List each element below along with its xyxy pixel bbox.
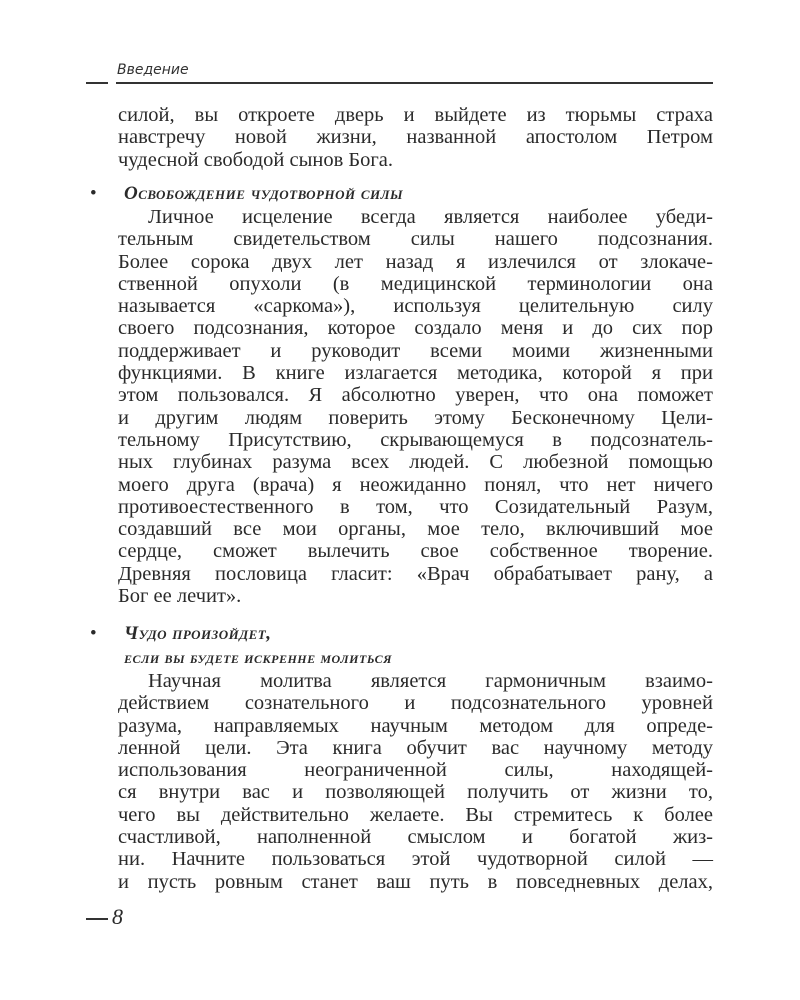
text-line: использования неограниченной силы, находящей- — [118, 759, 713, 782]
text-line: Древняя пословица гласит: «Врач обрабатывает рану, а — [118, 562, 713, 585]
text-line: функциями. В книге излагается методика, которой я при — [118, 362, 713, 385]
section-heading — [90, 182, 713, 206]
text-line: этом пользовался. Я абсолютно уверен, что она поможет — [118, 384, 713, 407]
section-heading-line: Освобождение чудотворной силы — [124, 183, 404, 204]
text-line: называется «саркома»), используя целительную силу — [118, 295, 713, 318]
text-line: ных глубинах разума всех людей. С любезной помощью — [118, 451, 713, 474]
bullet-icon: • — [90, 183, 98, 204]
header-title: Введение — [117, 62, 189, 78]
page-number: 8 — [112, 904, 123, 929]
text-line: ся внутри вас и позволяющей получить от жизни то, — [118, 781, 713, 804]
text-line: действием сознательного и подсознательного уровней — [118, 692, 713, 715]
text-line: создавший все мои органы, мое тело, включивший мое — [118, 518, 713, 541]
header-dash — [86, 82, 108, 84]
text-line: моего друга (врача) я неожиданно понял, что нет ничего — [118, 473, 713, 496]
text-line: ленной цели. Эта книга обучит вас научному методу — [118, 736, 713, 759]
text-line: поддерживает и руководит всеми моими жизненными — [118, 339, 713, 362]
text-line: чего вы действительно желаете. Вы стремитесь к более — [118, 803, 713, 826]
section-miracle — [90, 622, 713, 893]
bullet-icon: • — [90, 623, 98, 644]
text-line: Личное исцеление всегда является наиболее убеди- — [148, 206, 713, 228]
text-line: и другим людям поверить этому Бесконечному Цели- — [118, 406, 713, 429]
text-line: силой, вы откроете дверь и выйдете из тюрьмы страха — [118, 104, 713, 126]
text-line: Научная молитва является гармоничным взаимо- — [148, 670, 713, 692]
text-line: разума, направляемых научным методом для опреде- — [118, 714, 713, 737]
text-line: чудесной свободой сынов Бога. — [118, 148, 394, 171]
section-heading-line: если вы будете искренне молиться — [124, 648, 392, 667]
text-line: своего подсознания, которое создало меня и до сих пор — [118, 317, 713, 340]
text-line: тельным свидетельством силы нашего подсознания. — [118, 228, 713, 251]
text-line: сердце, сможет вылечить свое собственное творение. — [118, 540, 713, 563]
text-line: ни. Начните пользоваться этой чудотворной силой — — [118, 848, 713, 871]
intro-paragraph — [118, 104, 713, 171]
text-line: противоестественного в том, что Созидательный Разум, — [118, 495, 713, 518]
text-line: навстречу новой жизни, названной апостолом Петром — [118, 126, 713, 149]
text-line: счастливой, наполненной смыслом и богатой жиз- — [118, 826, 713, 849]
page-footer — [86, 904, 123, 930]
text-line: Бог ее лечит». — [118, 585, 242, 608]
text-line: Более сорока двух лет назад я излечился от злокаче- — [118, 250, 713, 273]
running-header — [86, 62, 713, 86]
section-body — [118, 670, 713, 893]
section-heading — [90, 622, 713, 670]
section-liberation — [90, 182, 713, 608]
section-heading-line: Чудо произойдет, — [124, 623, 272, 644]
header-rule — [116, 82, 713, 84]
text-line: тельному Присутствию, скрывающемуся в подсознатель- — [118, 428, 713, 451]
footer-dash — [86, 918, 108, 920]
section-body — [118, 206, 713, 607]
text-line: ственной опухоли (в медицинской терминологии она — [118, 272, 713, 295]
text-line: и пусть ровным станет ваш путь в повседневных делах, — [118, 870, 713, 893]
